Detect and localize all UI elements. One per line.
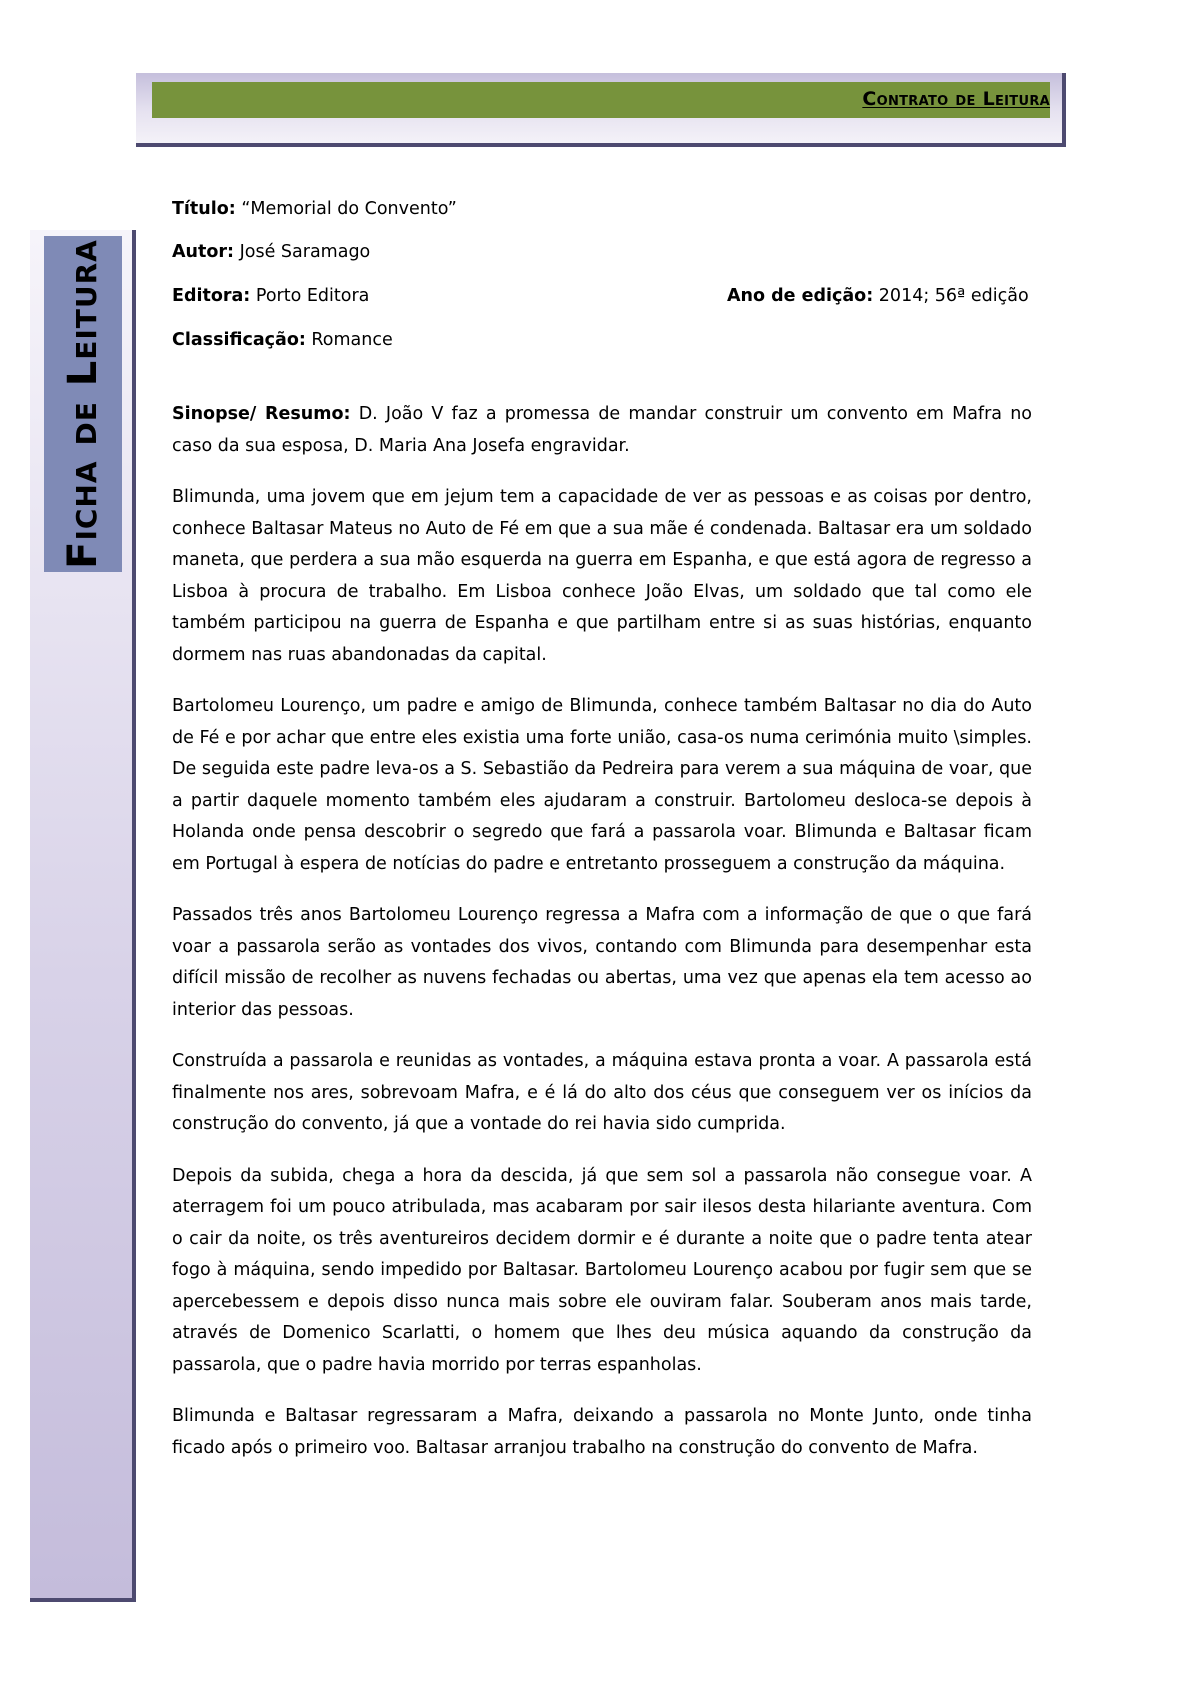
synopsis-text: D. João V faz a promessa de mandar construir um convento em Mafra no caso da sua esposa, D. Maria Ana Josefa engravidar. — [172, 404, 1032, 456]
synopsis-paragraph: Passados três anos Bartolomeu Lourenço regressa a Mafra com a informação de que o que fará voar a passarola serão as vontades dos vivos, contando com Blimunda para desempenhar esta difícil missão de recolher as nuvens fechadas ou abertas, uma vez que apenas ela tem acesso ao interior das pessoas. — [172, 905, 1032, 1020]
classification-value: Romance — [311, 330, 393, 350]
header-title: Contrato de Leitura — [862, 88, 1050, 110]
author-field — [172, 241, 370, 263]
synopsis-paragraph: Blimunda e Baltasar regressaram a Mafra, deixando a passarola no Monte Junto, onde tinha ficado após o primeiro voo. Baltasar arranjou trabalho na construção do convento de Mafra. — [172, 1406, 1032, 1458]
edition-year-field — [727, 285, 1029, 307]
synopsis-paragraph — [172, 399, 1032, 462]
synopsis-paragraph: Blimunda, uma jovem que em jejum tem a capacidade de ver as pessoas e as coisas por dentro, conhece Baltasar Mateus no Auto de Fé em que a sua mãe é condenada. Baltasar era um soldado maneta, que perdera a sua mão esquerda na guerra em Espanha, e que está agora de regresso a Lisboa à procura de trabalho. Em Lisboa conhece João Elvas, um soldado que tal como ele também participou na guerra de Espanha e que partilham entre si as suas histórias, enquanto dormem nas ruas abandonadas da capital. — [172, 487, 1032, 665]
edition-year-label: Ano de edição: — [727, 286, 874, 306]
title-value: “Memorial do Convento” — [241, 199, 457, 219]
publisher-label: Editora: — [172, 286, 251, 306]
author-value: José Saramago — [239, 242, 371, 262]
synopsis-paragraph: Construída a passarola e reunidas as vontades, a máquina estava pronta a voar. A passarola está finalmente nos ares, sobrevoam Mafra, e é lá do alto dos céus que conseguem ver os inícios da construção do convento, já que a vontade do rei havia sido cumprida. — [172, 1051, 1032, 1134]
title-field — [172, 198, 457, 220]
sidebar-title: Ficha de Leitura — [60, 239, 106, 569]
edition-year-value: 2014; 56ª edição — [878, 286, 1029, 306]
synopsis-label: Sinopse/ Resumo: — [172, 404, 351, 424]
classification-label: Classificação: — [172, 330, 306, 350]
author-label: Autor: — [172, 242, 235, 262]
synopsis-section — [172, 399, 1032, 1484]
synopsis-paragraph: Depois da subida, chega a hora da descida, já que sem sol a passarola não consegue voar. A aterragem foi um pouco atribulada, mas acabaram por sair ilesos desta hilariante aventura. Com o cair da noite, os três aventureiros decidem dormir e é durante a noite que o padre tenta atear fogo à máquina, sendo impedido por Baltasar. Bartolomeu Lourenço acabou por fugir sem que se apercebessem e depois disso nunca mais sobre ele ouviram falar. Souberam anos mais tarde, através de Domenico Scarlatti, o homem que lhes deu música aquando da construção da passarola, que o padre havia morrido por terras espanholas. — [172, 1165, 1032, 1375]
publisher-value: Porto Editora — [255, 286, 370, 306]
synopsis-paragraph: Bartolomeu Lourenço, um padre e amigo de Blimunda, conhece também Baltasar no dia do Auto de Fé e por achar que entre eles existia uma forte união, casa-os numa cerimónia muito \simples. De seguida este padre leva-os a S. Sebastião da Pedreira para verem a sua máquina de voar, que a partir daquele momento também eles ajudaram a construir. Bartolomeu desloca-se depois à Holanda onde pensa descobrir o segredo que fará a passarola voar. Blimunda e Baltasar ficam em Portugal à espera de notícias do padre e entretanto prosseguem a construção da máquina. — [172, 696, 1032, 874]
title-label: Título: — [172, 199, 236, 219]
classification-field — [172, 329, 393, 351]
publisher-field — [172, 285, 369, 307]
